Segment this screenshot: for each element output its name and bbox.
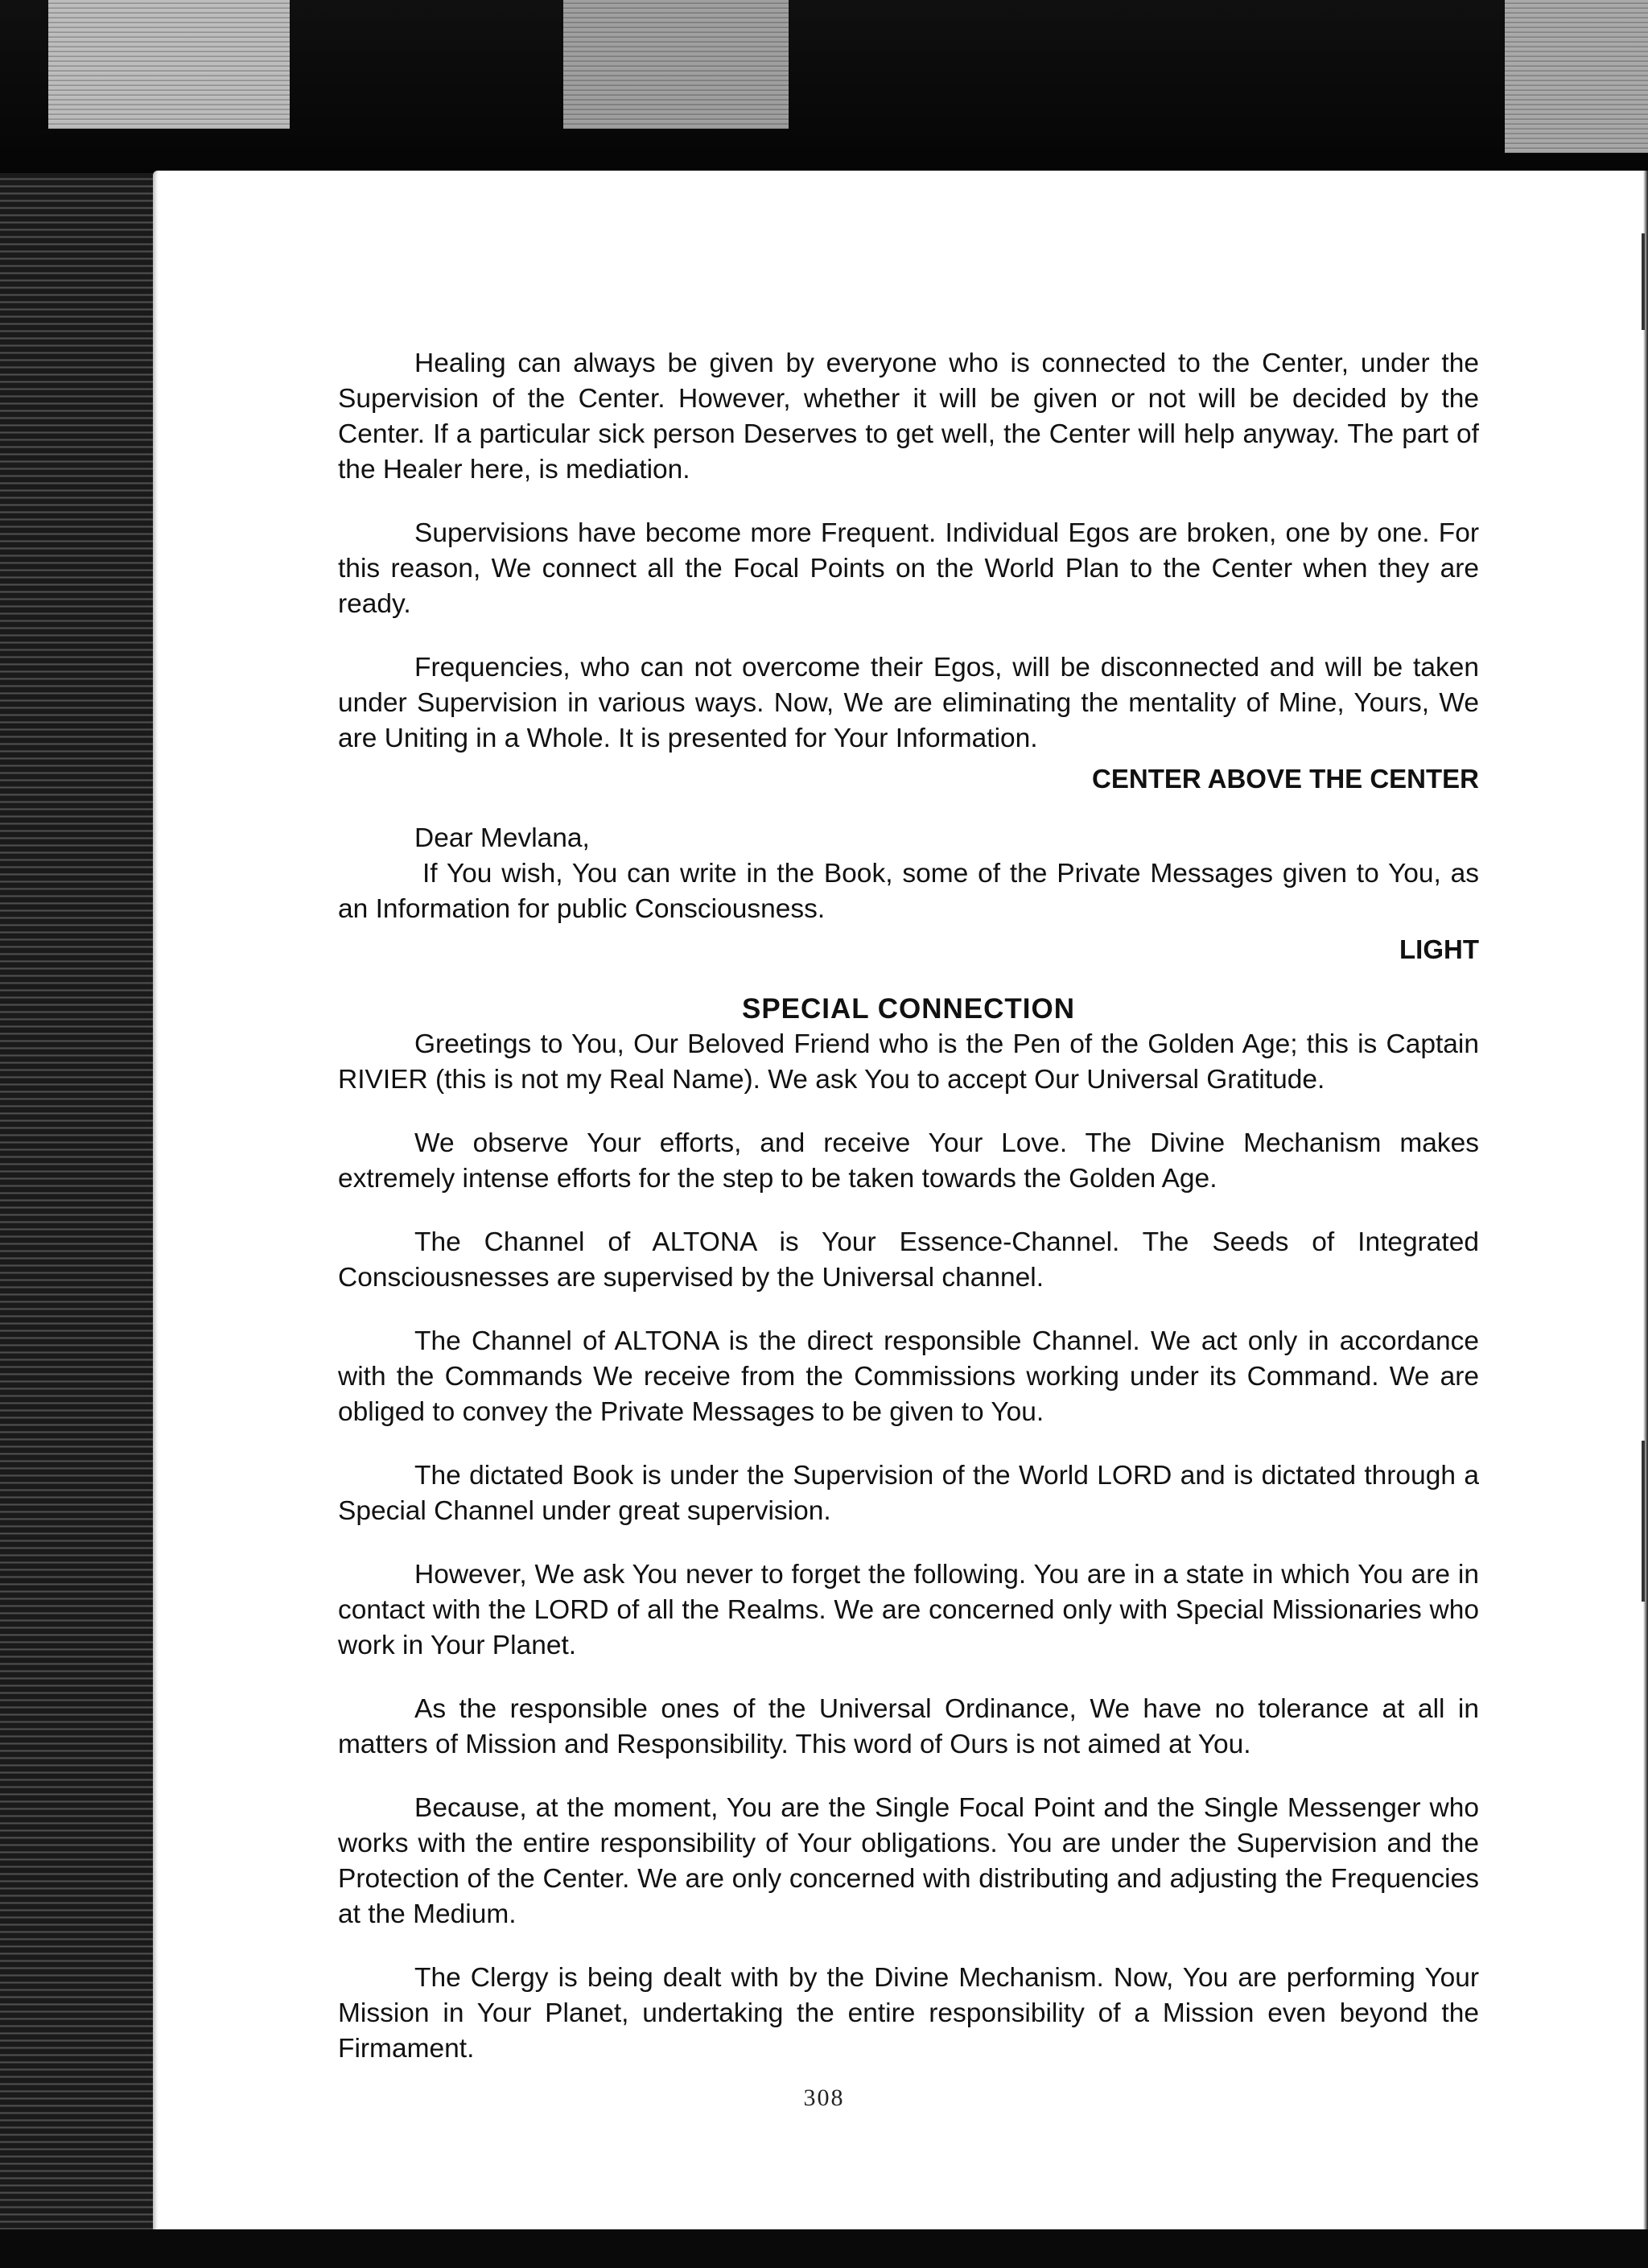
paragraph: Frequencies, who can not overcome their Egos, will be disconnected and will be taken under Supervision in various ways. Now, We are eliminating the mentality of Mine, Yours, We are Uniting in a Whole. It is presented for Your Information. — [338, 653, 1479, 753]
paragraph: We observe Your efforts, and receive Your Love. The Divine Mechanism makes extremely intense efforts for the step to be taken towards the Golden Age. — [338, 1128, 1479, 1194]
paragraph: Supervisions have become more Frequent. Individual Egos are broken, one by one. For this reason, We connect all the Focal Points on the World Plan to the Center when they are ready. — [338, 518, 1479, 619]
paragraph: The Channel of ALTONA is Your Essence-Channel. The Seeds of Integrated Consciousnesses are supervised by the Universal channel. — [338, 1227, 1479, 1293]
scan-border-left — [0, 173, 153, 2233]
signature-light: LIGHT — [1399, 934, 1479, 964]
paragraph: Greetings to You, Our Beloved Friend who is the Pen of the Golden Age; this is Captain RIVIER (this is not my Real Name). We ask You to accept Our Universal Gratitude. — [338, 1029, 1479, 1095]
paragraph: If You wish, You can write in the Book, some of the Private Messages given to You, as an Information for public Consciousness. — [338, 859, 1479, 924]
paragraph: However, We ask You never to forget the following. You are in a state in which You are in contact with the LORD of all the Realms. We are concerned only with Special Missionaries who work in Your Planet. — [338, 1560, 1479, 1660]
paragraph: The Clergy is being dealt with by the Divine Mechanism. Now, You are performing Your Mission in Your Planet, undertaking the entire responsibility of a Mission even beyond the Firmament. — [338, 1963, 1479, 2064]
page-number: 308 — [803, 2084, 845, 2111]
scan-streak-center — [563, 0, 789, 129]
scan-border-bottom — [0, 2229, 1648, 2268]
salutation: Dear Mevlana, — [414, 823, 590, 853]
page-text — [338, 346, 1479, 2095]
paragraph: As the responsible ones of the Universal Ordinance, We have no tolerance at all in matters of Mission and Responsibility. This word of Ours is not aimed at You. — [338, 1694, 1479, 1759]
scan-streak-left — [48, 0, 290, 129]
section-heading: SPECIAL CONNECTION — [741, 993, 1076, 1025]
paragraph: Because, at the moment, You are the Single Focal Point and the Single Messenger who works with the entire responsibility of Your obligations. You are under the Supervision and the Protection of the Center. We are only concerned with distributing and adjusting the Frequencies at the Medium. — [338, 1793, 1479, 1929]
signature-center-above-center: CENTER ABOVE THE CENTER — [1092, 764, 1479, 794]
paragraph: Healing can always be given by everyone who is connected to the Center, under the Supervision of the Center. However, whether it will be given or not will be decided by the Center. If a particular sick person Deserves to get well, the Center will help anyway. The part of the Healer here, is mediation. — [338, 348, 1479, 485]
scan-streak-right — [1505, 0, 1648, 153]
margin-mark-top — [1642, 233, 1645, 330]
paragraph: The Channel of ALTONA is the direct responsible Channel. We act only in accordance with the Commands We receive from the Commissions working under its Command. We are obliged to convey the Private Messages to be given to You. — [338, 1326, 1479, 1427]
paragraph: The dictated Book is under the Supervision of the World LORD and is dictated through a Special Channel under great supervision. — [338, 1461, 1479, 1526]
margin-mark-bottom — [1642, 1441, 1645, 1602]
page-right-edge — [1643, 171, 1648, 2229]
